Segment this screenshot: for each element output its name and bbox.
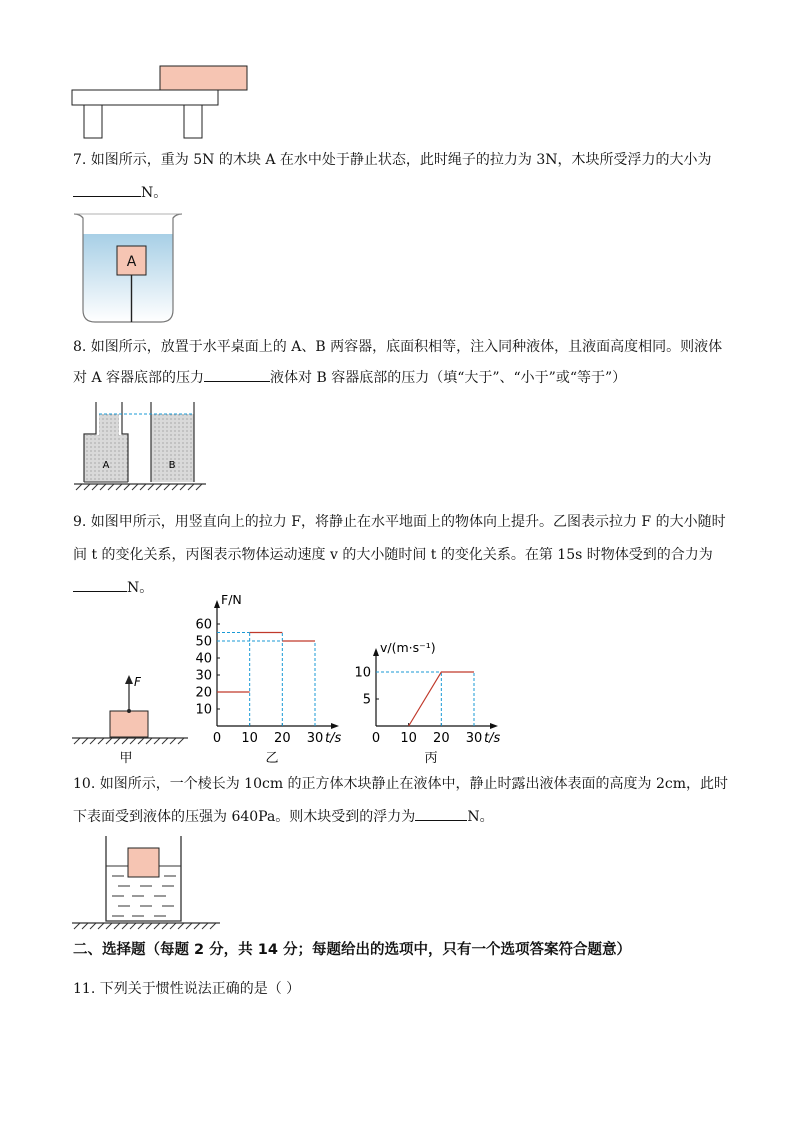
object-box <box>110 711 148 737</box>
y-tick-label: 30 <box>195 668 212 684</box>
x-axis-label: t/s <box>325 731 342 746</box>
table-leg-left <box>84 105 102 138</box>
containers-figure <box>70 398 210 493</box>
y-tick-label: 50 <box>195 634 212 650</box>
q7-line2: N。 <box>73 182 167 203</box>
y-tick-label: 10 <box>195 702 212 718</box>
y-axis-arrow <box>214 600 220 608</box>
y-tick-label: 5 <box>362 692 371 708</box>
label-a: A <box>102 460 110 471</box>
q10-line1: 10. 如图所示，一个棱长为 10cm 的正方体木块静止在液体中，静止时露出液体表面的高度为 2cm，此时 <box>73 776 729 792</box>
q9-line1: 9. 如图甲所示，用竖直向上的拉力 F，将静止在水平地面上的物体向上提升。乙图表示拉力 F 的大小随时 <box>73 514 726 530</box>
x-axis-label: t/s <box>484 731 501 746</box>
x-tick-label: 20 <box>433 731 450 746</box>
cube-in-liquid-figure <box>70 832 230 932</box>
container-b-liquid <box>151 414 194 482</box>
q8-line2: 对 A 容器底部的压力 液体对 B 容器底部的压力（填“大于”、“小于”或“等于”） <box>73 367 626 388</box>
beaker-figure <box>70 210 186 328</box>
x-axis-arrow <box>331 723 339 729</box>
x-tick-label: 20 <box>274 731 291 746</box>
q10-line2: 下表面受到液体的压强为 640Pa。则木块受到的浮力为 N。 <box>73 806 494 827</box>
q9-line2: 间 t 的变化关系，丙图表示物体运动速度 v 的大小随时间 t 的变化关系。在第 15s 时物体受到的合力为 <box>73 547 713 563</box>
table-top <box>72 90 218 105</box>
q8-line1: 8. 如图所示，放置于水平桌面上的 A、B 两容器，底面积相等，注入同种液体，且液面高度相同。则液体 <box>73 339 723 355</box>
y-axis-label: F/N <box>221 592 242 607</box>
y-tick-label: 40 <box>195 651 212 667</box>
y-axis-label: v/(m·s⁻¹) <box>380 640 436 655</box>
wood-cube <box>128 848 159 877</box>
q8-answer-blank[interactable] <box>204 367 270 382</box>
x-tick-label: 10 <box>400 731 417 746</box>
x-tick-label: 0 <box>212 731 222 746</box>
x-axis-arrow <box>490 723 498 729</box>
figure-label: 丙 <box>424 751 438 766</box>
table-leg-right <box>184 105 202 138</box>
x-tick-label: 30 <box>465 731 483 746</box>
figure-label: 乙 <box>265 751 279 766</box>
block-on-table <box>160 66 247 90</box>
chart-velocity-vs-time <box>350 620 520 770</box>
chart-force-vs-time <box>190 592 350 770</box>
y-axis-arrow <box>373 648 379 656</box>
force-label: F <box>134 675 141 689</box>
y-tick-label: 10 <box>354 665 371 681</box>
table-block-figure <box>68 62 258 142</box>
x-tick-label: 30 <box>306 731 324 746</box>
block-a-label: A <box>126 254 137 270</box>
x-tick-label: 0 <box>371 731 381 746</box>
q7-line1: 7. 如图所示，重为 5N 的木块 A 在水中处于静止状态，此时绳子的拉力为 3N，木块所受浮力的大小为 <box>73 152 712 168</box>
q7-answer-blank[interactable] <box>73 182 141 197</box>
q11-text: 11. 下列关于惯性说法正确的是（ ） <box>73 981 301 997</box>
q9-answer-blank[interactable] <box>73 577 127 592</box>
x-tick-label: 10 <box>241 731 258 746</box>
y-tick-label: 20 <box>195 685 212 701</box>
q9-line3: N。 <box>73 577 153 598</box>
y-tick-label: 60 <box>195 617 212 633</box>
fig-jia <box>70 668 190 768</box>
q10-answer-blank[interactable] <box>415 806 467 821</box>
label-b: B <box>168 460 176 471</box>
fig-jia-label: 甲 <box>119 751 133 766</box>
section2-heading: 二、选择题（每题 2 分，共 14 分；每题给出的选项中，只有一个选项答案符合题意） <box>73 942 631 958</box>
